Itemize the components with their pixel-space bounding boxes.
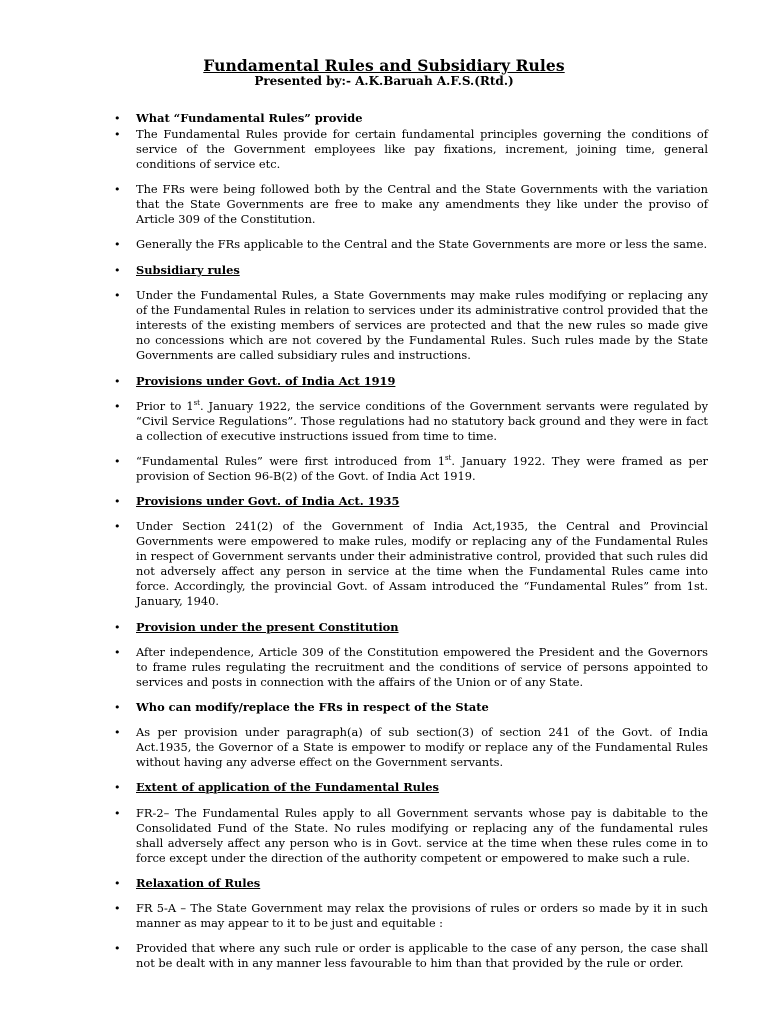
paragraph-governor-power <box>114 725 708 770</box>
section-heading-who-can-modify <box>114 700 708 715</box>
bullet-icon: • <box>114 128 121 141</box>
paragraph-subsidiary-rules <box>114 288 708 363</box>
bullet-icon: • <box>114 375 121 388</box>
section-heading-act-1935 <box>114 494 708 509</box>
paragraph-prior-1922 <box>114 399 708 444</box>
paragraph-text: The Fundamental Rules provide for certain fundamental principles governing the conditions of service of the Government employees like pay fixations, increment, joining time, general conditions of service etc. <box>136 127 708 171</box>
bullet-icon: • <box>114 264 121 277</box>
document-subtitle: Presented by:- A.K.Baruah A.F.S.(Rtd.) <box>254 74 514 88</box>
section-heading-constitution <box>114 620 708 635</box>
paragraph-frs-followed <box>114 182 708 227</box>
paragraph-text: Under Section 241(2) of the Government of India Act,1935, the Central and Provincial Governments were empowered to make rules, modify or replacing any of the Fundamental Rules in respect of Government servants under their administrative control, provided that such rules did not adversely affect any person in service at the time when the Fundamental Rules came into force. Accordingly, the provincial Govt. of Assam introduced the “Fundamental Rules” from 1st. January, 1940. <box>136 519 708 608</box>
bullet-icon: • <box>114 942 121 955</box>
paragraph-text: Provided that where any such rule or order is applicable to the case of any person, the case shall not be dealt with in any manner less favourable to him than that provided by the rule or order. <box>136 941 708 970</box>
paragraph-text: Generally the FRs applicable to the Central and the State Governments are more or less the same. <box>136 237 708 251</box>
paragraph-text: FR 5-A – The State Government may relax the provisions of rules or orders so made by it in such manner as may appear to it to be just and equitable : <box>136 901 708 930</box>
paragraph-article-309 <box>114 645 708 690</box>
paragraph-section-241 <box>114 519 708 609</box>
paragraph-provided <box>114 941 708 971</box>
heading-text: Extent of application of the Fundamental Rules <box>136 780 439 794</box>
section-heading-extent <box>114 780 708 795</box>
text-run: . January 1922, the service conditions of the Government servants were regulated by “Civil Service Regulations”. Those regulations had no statutory back ground and they were in fact a collection of executive instructions issued from time to time. <box>136 399 709 443</box>
paragraph-text <box>136 399 708 444</box>
bullet-icon: • <box>114 112 121 125</box>
paragraph-frs-applicable <box>114 237 708 252</box>
bullet-icon: • <box>114 400 121 413</box>
bullet-icon: • <box>114 877 121 890</box>
heading-text: Provisions under Govt. of India Act. 1935 <box>136 494 400 508</box>
paragraph-text: FR-2– The Fundamental Rules apply to all Government servants whose pay is dabitable to the Consolidated Fund of the State. No rules modifying or replacing any of the fundamental rules shall adversely affect any person who is in Govt. service at the time when these rules come in to force except under the direction of the authority competent or empowered to make such a rule. <box>136 806 708 865</box>
bullet-icon: • <box>114 289 121 302</box>
bullet-icon: • <box>114 238 121 251</box>
text-run: “Fundamental Rules” were first introduced from 1 <box>136 454 445 468</box>
heading-text: Provisions under Govt. of India Act 1919 <box>136 374 396 388</box>
paragraph-text: As per provision under paragraph(a) of sub section(3) of section 241 of the Govt. of India Act.1935, the Governor of a State is empower to modify or replace any of the Fundamental Rules without having any adverse effect on the Government servants. <box>136 725 708 769</box>
paragraph-fr-2 <box>114 806 708 866</box>
section-heading-subsidiary-rules <box>114 263 708 278</box>
bullet-icon: • <box>114 701 121 714</box>
section-heading-act-1919 <box>114 374 708 389</box>
bullet-icon: • <box>114 455 121 468</box>
text-run: . January 1922. They were framed as per provision of Section 96-B(2) of the Govt. of India Act 1919. <box>136 454 709 483</box>
bullet-icon: • <box>114 646 121 659</box>
paragraph-text: Under the Fundamental Rules, a State Governments may make rules modifying or replacing any of the Fundamental Rules in relation to services under its administrative control provided that the interests of the existing members of services are protected and that the new rules so made give no concessions which are not covered by the Fundamental Rules. Such rules made by the State Governments are called subsidiary rules and instructions. <box>136 288 708 362</box>
text-run: Prior to 1 <box>136 399 194 413</box>
heading-text: Subsidiary rules <box>136 263 240 277</box>
bullet-icon: • <box>114 902 121 915</box>
paragraph-text: After independence, Article 309 of the Constitution empowered the President and the Governors to frame rules regulating the recruitment and the conditions of service of persons appointed to services and posts in connection with the affairs of the Union or of any State. <box>136 645 708 689</box>
paragraph-fr-introduced <box>114 454 708 484</box>
paragraph-text: The FRs were being followed both by the Central and the State Governments with the variation that the State Governments are free to make any amendments they like under the proviso of Article 309 of the Constitution. <box>136 182 708 226</box>
paragraph-fr-5a <box>114 901 708 931</box>
bullet-icon: • <box>114 807 121 820</box>
heading-text: What “Fundamental Rules” provide <box>136 111 363 125</box>
document-title: Fundamental Rules and Subsidiary Rules <box>203 56 565 75</box>
paragraph-fr-provide <box>114 127 708 172</box>
section-heading-relaxation <box>114 876 708 891</box>
heading-text: Who can modify/replace the FRs in respect of the State <box>136 700 489 714</box>
ordinal-superscript: st <box>193 399 200 407</box>
bullet-icon: • <box>114 621 121 634</box>
bullet-icon: • <box>114 726 121 739</box>
heading-text: Provision under the present Constitution <box>136 620 399 634</box>
bullet-icon: • <box>114 183 121 196</box>
section-heading-fr-provide <box>114 111 708 126</box>
paragraph-text <box>136 454 708 484</box>
bullet-icon: • <box>114 520 121 533</box>
bullet-icon: • <box>114 495 121 508</box>
bullet-icon: • <box>114 781 121 794</box>
ordinal-superscript: st <box>444 454 452 462</box>
heading-text: Relaxation of Rules <box>136 876 261 890</box>
